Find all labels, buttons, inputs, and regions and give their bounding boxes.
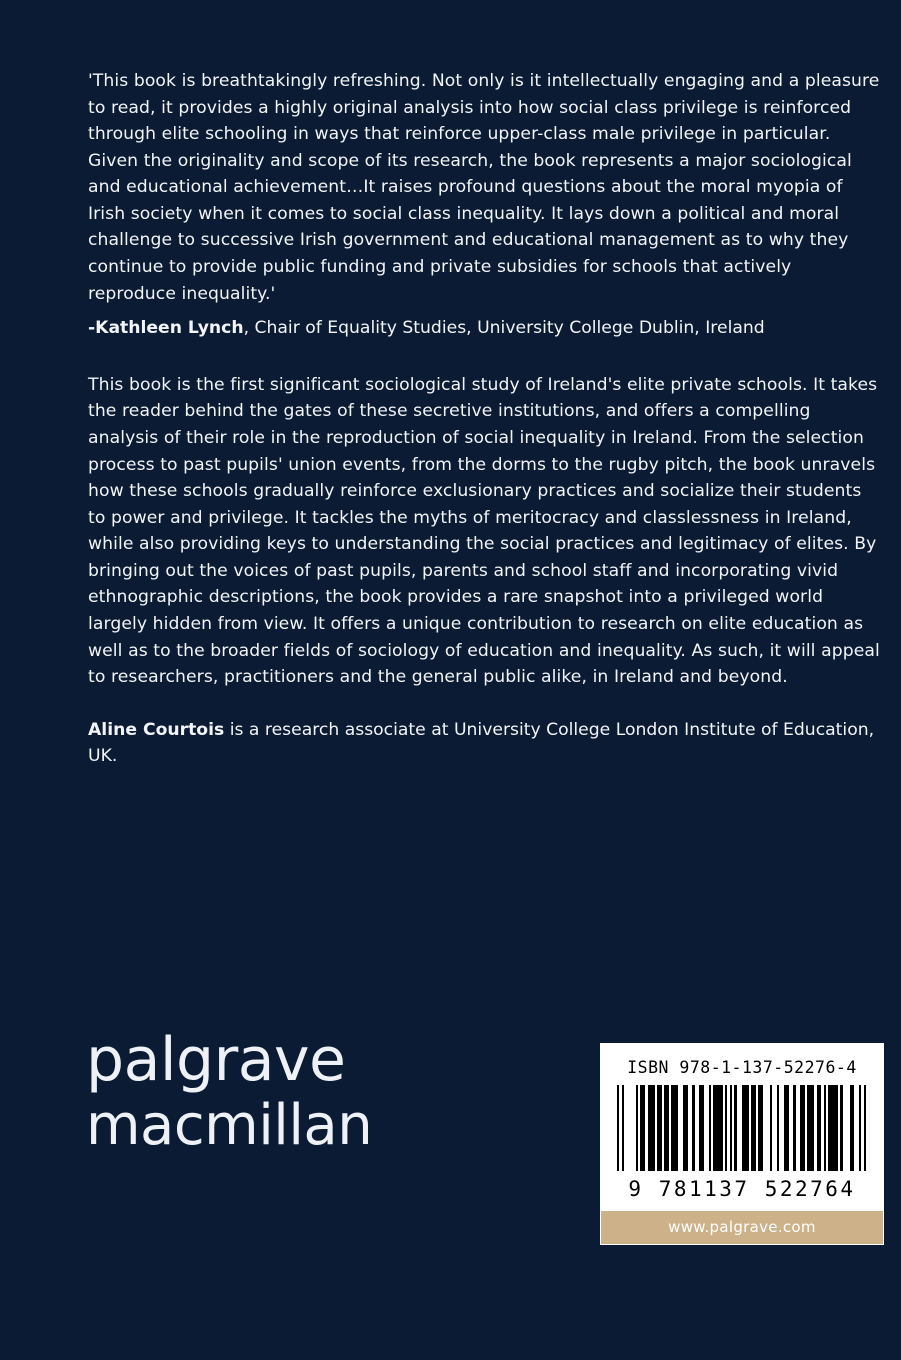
- author-name: Aline Courtois: [88, 719, 225, 740]
- publisher-name-line2: macmillan: [86, 1093, 373, 1158]
- publisher-name-line1: palgrave: [86, 1025, 346, 1095]
- book-description: This book is the first significant sociological study of Ireland's elite private schools. It takes the reader behind the gates of these secretive institutions, and offers a compelling analysis of their role in the reproduction of social inequality in Ireland. From the selection process to past pupils' union events, from the dorms to the rugby pitch, the book unravels how these schools gradually reinforce exclusionary practices and socialize their students to power and privilege. It tackles the myths of meritocracy and classlessness in Ireland, while also providing keys to understanding the social practices and legitimacy of elites. By bringing out the voices of past pupils, parents and school staff and incorporating vivid ethnographic descriptions, the book provides a rare snapshot into a privileged world largely hidden from view. It offers a unique contribution to research on elite education as well as to the broader fields of sociology of education and inequality. As such, it will appeal to researchers, practitioners and the general public alike, in Ireland and beyond.: [88, 374, 880, 688]
- ean-digits: 9 781137 522764: [628, 1177, 856, 1201]
- ean-barcode-bars: [617, 1085, 867, 1171]
- isbn-label: ISBN 978-1-137-52276-4: [627, 1058, 857, 1077]
- endorsement-quote: 'This book is breathtakingly refreshing. Not only is it intellectually engaging and a pleasure to read, it provides a highly original analysis into how social class privilege is reinforced through elite schooling in ways that reinforce upper-class male privilege in particular. Given the originality and scope of its research, the book represents a major sociological and educational achievement…It raises profound questions about the moral myopia of Irish society when it comes to social class inequality. It lays down a political and moral challenge to successive Irish government and educational management as to why they continue to provide public funding and private subsidies for schools that actively reproduce inequality.': [88, 71, 880, 304]
- back-cover-text-block: [88, 68, 880, 770]
- barcode-block: [600, 1043, 884, 1245]
- publisher-url: www.palgrave.com: [601, 1211, 883, 1244]
- endorser-title: , Chair of Equality Studies, University College Dublin, Ireland: [243, 318, 765, 339]
- author-bio: [88, 717, 880, 770]
- endorser-name: -Kathleen Lynch: [88, 318, 244, 339]
- author-bio-text: is a research associate at University College London Institute of Education, UK.: [88, 719, 875, 767]
- publisher-logo: [86, 1025, 396, 1158]
- endorsement-attribution: [88, 315, 880, 342]
